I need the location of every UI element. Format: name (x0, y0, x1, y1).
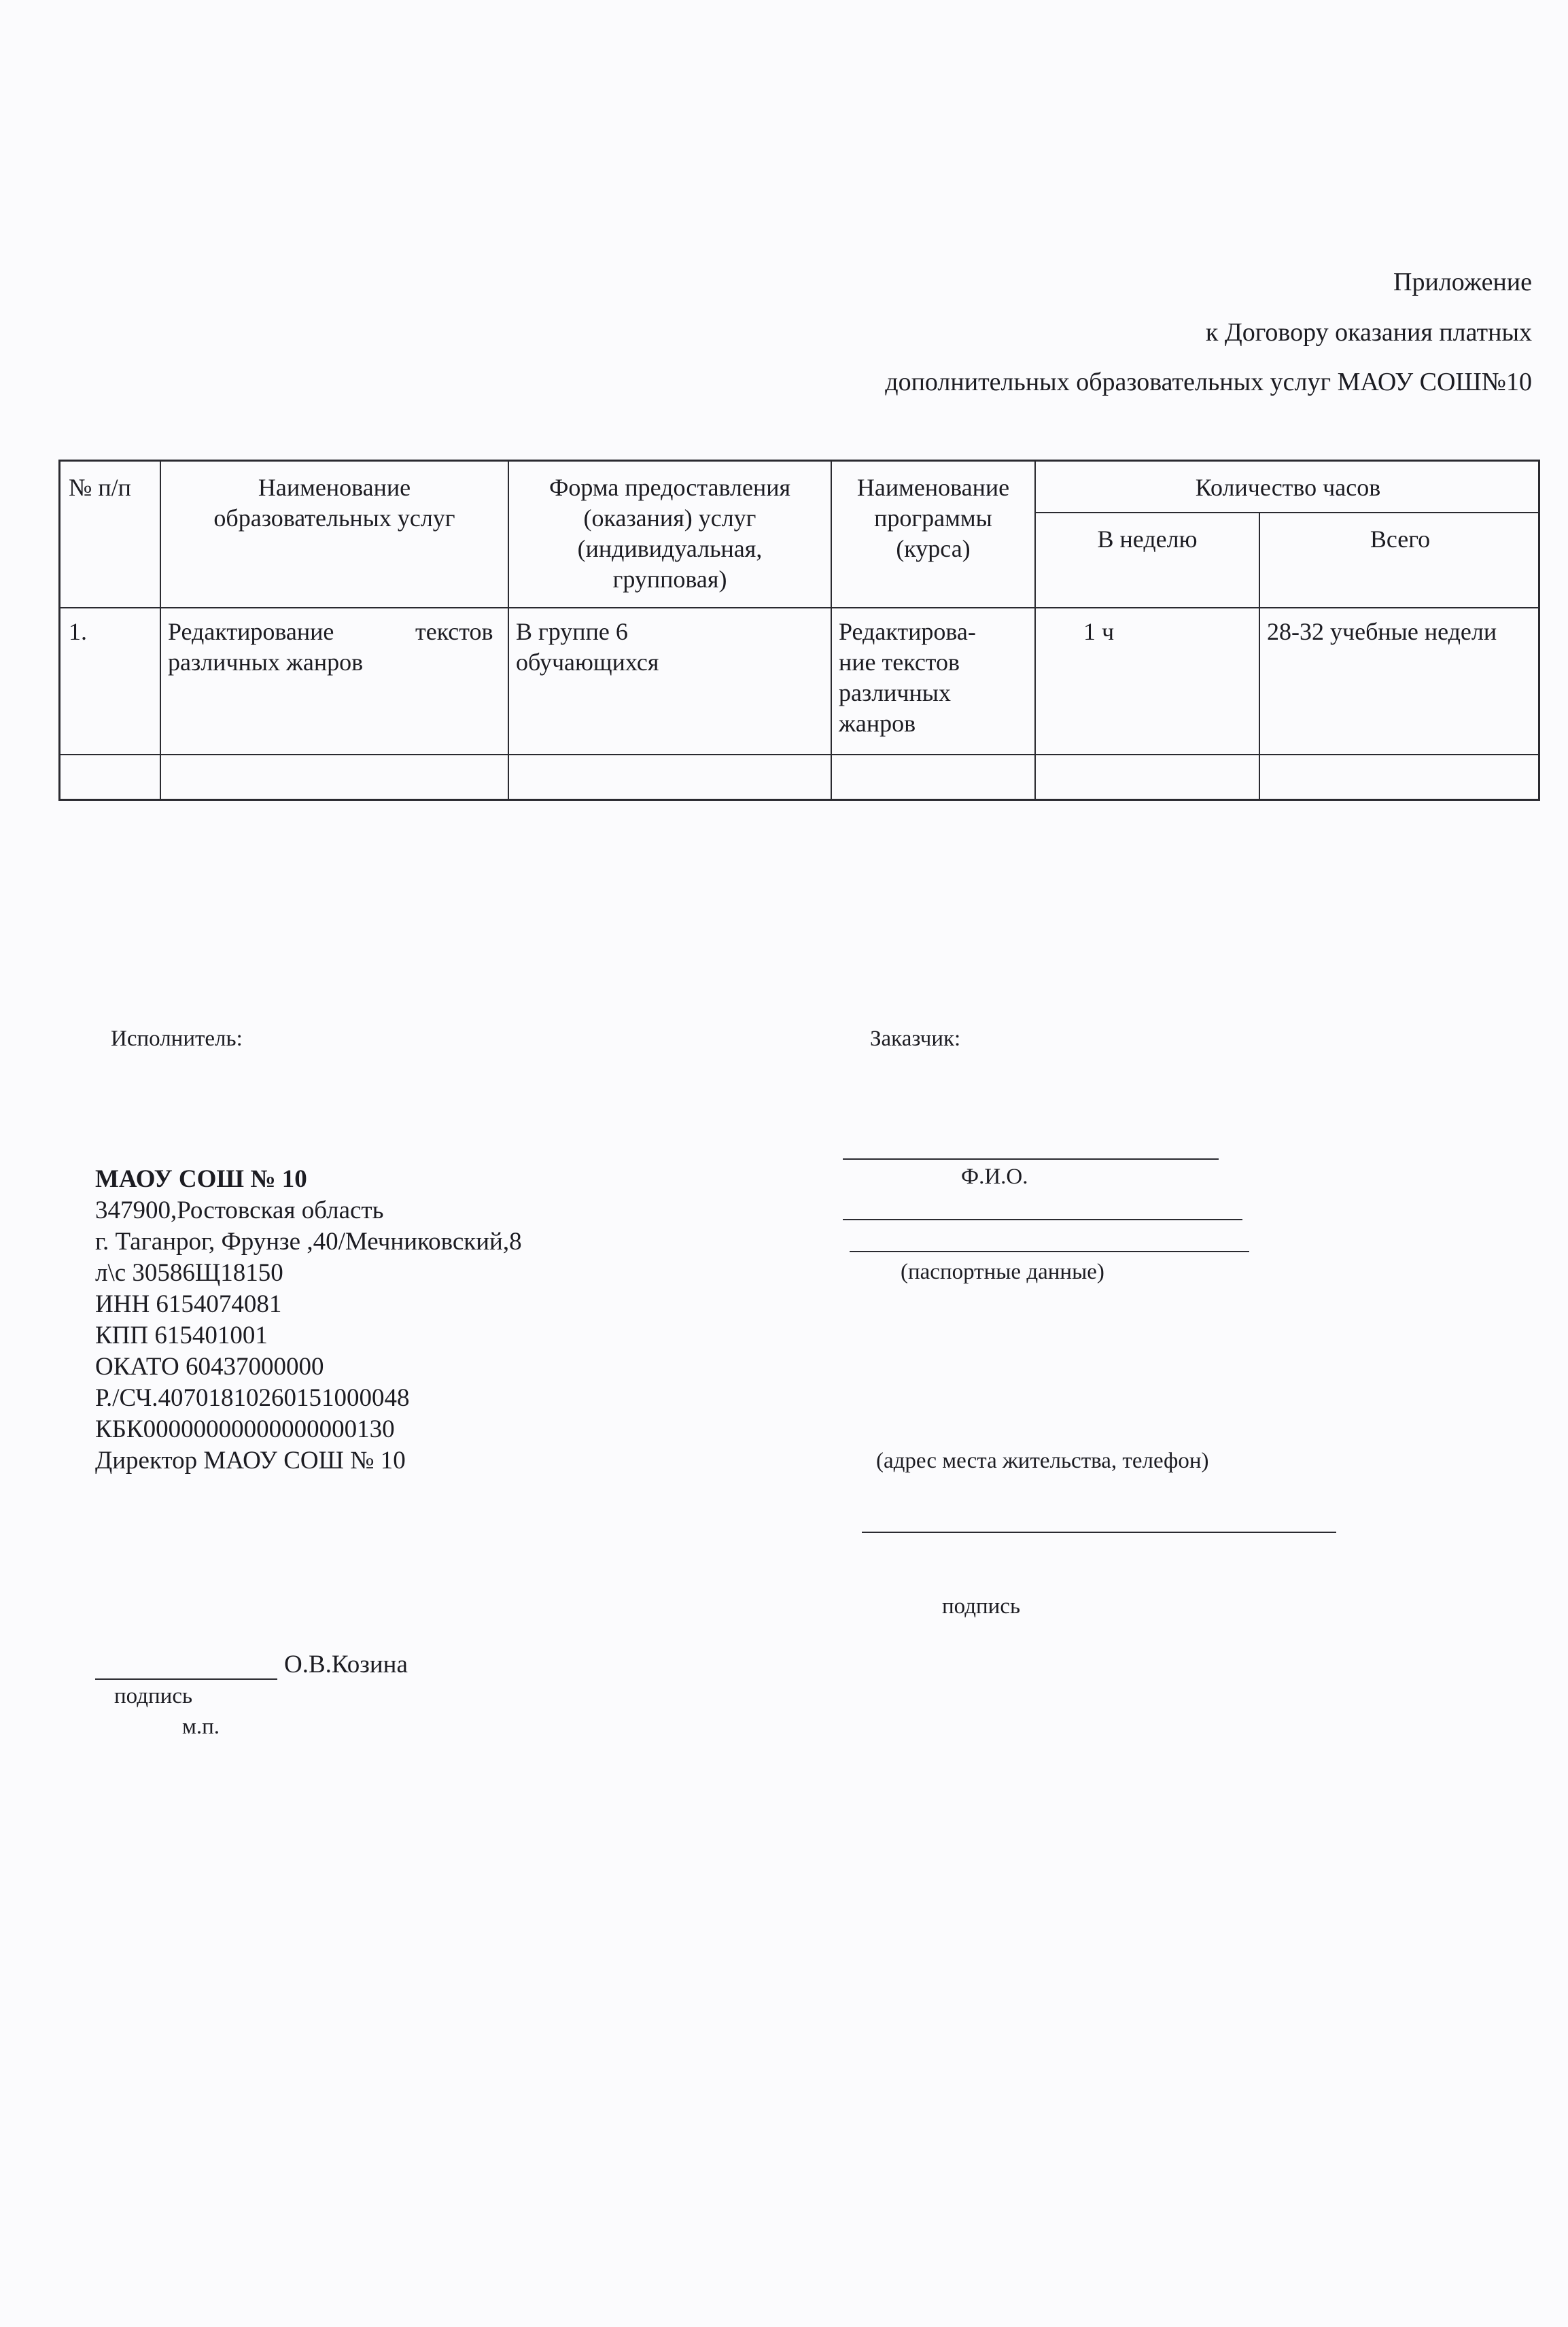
customer-signature-line (862, 1532, 1336, 1533)
executor-label: Исполнитель: (111, 1027, 243, 1051)
executor-account: л\с 30586Щ18150 (95, 1259, 283, 1287)
executor-address1: 347900,Ростовская область (95, 1196, 384, 1224)
row1-service-word2: текстов (415, 618, 493, 645)
customer-passport-line2 (850, 1251, 1249, 1252)
executor-kbk: КБК00000000000000000130 (95, 1415, 395, 1443)
executor-director: Директор МАОУ СОШ № 10 (95, 1447, 406, 1475)
row1-form-line1: В группе 6 (516, 618, 628, 645)
customer-fio-caption: Ф.И.О. (961, 1165, 1028, 1189)
executor-okato: ОКАТО 60437000000 (95, 1353, 324, 1381)
customer-label: Заказчик: (870, 1027, 961, 1051)
header-num: № п/п (69, 474, 131, 501)
row1-service-line2: различных жанров (168, 649, 364, 676)
services-table (58, 460, 1540, 801)
executor-signer: О.В.Козина (284, 1651, 408, 1678)
row1-program-line3: различных (839, 679, 951, 706)
header-program-line2: программы (874, 504, 992, 532)
header-service-line1: Наименование (258, 474, 411, 501)
customer-address-caption: (адрес места жительства, телефон) (876, 1449, 1209, 1473)
executor-address2: г. Таганрог, Фрунзе ,40/Мечниковский,8 (95, 1228, 522, 1256)
row1-per-week: 1 ч (1083, 618, 1115, 645)
executor-rs: Р./СЧ.40701810260151000048 (95, 1384, 410, 1412)
executor-inn: ИНН 6154074081 (95, 1290, 282, 1318)
customer-passport-caption: (паспортные данные) (901, 1260, 1104, 1284)
header-program-line3: (курса) (896, 535, 971, 562)
header-per-week: В неделю (1097, 525, 1198, 553)
customer-signature-caption: подпись (942, 1594, 1021, 1619)
table-row-divider (60, 607, 1538, 608)
header-program-line1: Наименование (856, 474, 1010, 501)
customer-passport-line1 (843, 1219, 1242, 1220)
executor-signature-caption: подпись (114, 1684, 193, 1708)
header-hours: Количество часов (1195, 474, 1381, 501)
header-form-line4: групповая) (612, 566, 727, 593)
header-form-line2: (оказания) услуг (583, 504, 756, 532)
row1-program-line4: жанров (839, 710, 916, 737)
executor-stamp-caption: м.п. (182, 1714, 220, 1739)
row1-program-line2: ние текстов (839, 649, 960, 676)
appendix-contract-ref: к Договору оказания платных (1205, 318, 1532, 347)
header-total: Всего (1370, 525, 1431, 553)
executor-name: МАОУ СОШ № 10 (95, 1165, 307, 1193)
header-form-line3: (индивидуальная, (577, 535, 763, 562)
appendix-title: Приложение (1393, 268, 1532, 296)
appendix-services-ref: дополнительных образовательных услуг МАОУ СОШ№10 (885, 368, 1532, 396)
executor-kpp: КПП 615401001 (95, 1322, 268, 1349)
table-row-divider (60, 754, 1538, 755)
row1-form-line2: обучающихся (516, 649, 659, 676)
table-row-divider (1034, 512, 1538, 513)
row1-total: 28-32 учебные недели (1267, 618, 1497, 645)
executor-signature-line (95, 1678, 277, 1680)
table-col-divider (1259, 512, 1260, 799)
header-form-line1: Форма предоставления (548, 474, 791, 501)
customer-fio-line (843, 1158, 1219, 1160)
row1-num: 1. (69, 618, 87, 645)
row1-program-line1: Редактирова- (839, 618, 976, 645)
header-service-line2: образовательных услуг (213, 504, 455, 532)
row1-service-word1: Редактирование (168, 618, 334, 645)
